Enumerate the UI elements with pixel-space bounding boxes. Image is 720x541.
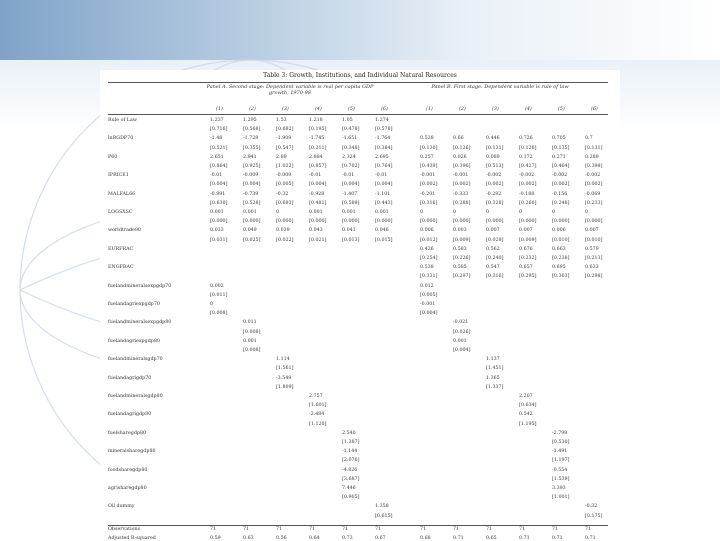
table-cell: [0.126]	[519, 145, 537, 151]
table-cell: [0.764]	[375, 164, 393, 169]
table-cell: 0.033	[210, 228, 224, 234]
table-cell: 0.71	[519, 536, 530, 541]
table-cell: [0.000]	[276, 219, 294, 225]
table-cell: 71	[552, 526, 559, 532]
table-cell: 0.68	[420, 536, 431, 541]
column-number: (6)	[381, 107, 388, 112]
table-cell: [0.682]	[276, 127, 294, 133]
table-cell: [0.211]	[309, 145, 327, 151]
table-cell: 0.583	[453, 246, 467, 252]
table-cell: [0.015]	[375, 237, 393, 243]
table-cell: -2.798	[552, 430, 568, 436]
table-cell: [0.427]	[519, 164, 537, 169]
table-cell: [0.232]	[519, 256, 537, 261]
table-cell: 0.695	[552, 265, 566, 271]
table-cell: 0.046	[375, 228, 389, 234]
table-cell: 0.002	[210, 283, 224, 289]
table-cell: [0.131]	[486, 145, 504, 151]
row-label: fuelandmineralsgdp70	[108, 357, 163, 363]
table-cell: 0.63	[243, 536, 254, 541]
table-cell: 71	[276, 526, 283, 532]
table-cell: 0.657	[519, 265, 533, 271]
table-cell: 0.56	[276, 536, 287, 541]
table-cell: -0.188	[519, 191, 535, 197]
header-rule	[108, 114, 608, 115]
table-cell: [0.443]	[375, 200, 393, 206]
table-cell: [0.328]	[486, 200, 504, 206]
table-cell: 71	[342, 526, 349, 532]
table-document	[100, 70, 620, 541]
table-cell: -0.002	[519, 173, 535, 179]
table-cell: -0.002	[585, 173, 601, 179]
table-cell: -0.001	[420, 302, 436, 307]
column-number: (2)	[249, 107, 256, 112]
table-cell: 0.003	[453, 228, 467, 234]
table-cell: 0.426	[420, 246, 434, 252]
table-cell: -0.333	[453, 191, 469, 197]
table-cell: 3.393	[552, 486, 566, 491]
table-cell: [0.000]	[519, 219, 537, 225]
table-cell: 0	[519, 210, 523, 215]
table-cell: 0.64	[309, 536, 320, 541]
table-cell: [0.000]	[420, 219, 438, 225]
row-label: worldtrade90	[108, 228, 141, 234]
table-cell: [0.568]	[243, 127, 261, 133]
table-cell: [0.004]	[375, 182, 393, 188]
table-cell: [0.481]	[309, 200, 327, 206]
table-cell: [0.702]	[342, 164, 360, 169]
table-cell: [0.002]	[420, 182, 438, 188]
column-number: (6)	[591, 107, 598, 112]
column-number: (5)	[348, 107, 355, 112]
table-cell: 0.528	[420, 136, 434, 142]
table-cell: 0.66	[453, 136, 464, 142]
table-cell: [0.130]	[420, 145, 438, 151]
table-cell: [0.316]	[420, 200, 438, 206]
table-cell: 7.446	[342, 486, 356, 491]
table-cell: 0.001	[342, 210, 356, 215]
table-cell: [0.002]	[453, 182, 471, 188]
table-cell: 0.726	[519, 136, 533, 142]
table-cell: [0.925]	[243, 164, 261, 169]
table-cell: 0.007	[486, 228, 500, 234]
table-cell: [0.348]	[342, 145, 360, 151]
table-cell: [1.195]	[519, 421, 537, 427]
table-cell: [0.195]	[309, 127, 327, 133]
table-cell: [0.126]	[453, 145, 471, 151]
table-cell: -0.001	[420, 173, 436, 179]
table-cell: 2.540	[342, 430, 356, 436]
table-cell: [0.004]	[342, 182, 360, 188]
row-label: lnRGDP70	[108, 136, 134, 142]
table-cell: -0.32	[585, 504, 598, 510]
table-cell: [0.295]	[519, 274, 537, 280]
table-cell: 0.289	[585, 154, 599, 160]
row-label: IPRICE1	[108, 173, 129, 179]
table-cell: [0.008]	[243, 348, 261, 353]
table-cell: 0.71	[552, 536, 563, 541]
table-cell: 0	[276, 210, 280, 215]
table-cell: [0.002]	[519, 182, 537, 188]
table-cell: [0.226]	[453, 256, 471, 261]
table-cell: -1.764	[375, 136, 391, 142]
table-cell: -1.909	[276, 136, 292, 142]
row-label: LOGSXSC	[108, 210, 133, 215]
table-cell: [0.131]	[585, 145, 603, 151]
table-cell: -0.002	[552, 173, 568, 179]
table-cell: -0.01	[375, 173, 388, 179]
row-label: Rule of Law	[108, 118, 137, 123]
table-cell: [0.026]	[453, 329, 471, 335]
table-cell: -1.745	[309, 136, 325, 142]
table-cell: [0.025]	[243, 237, 261, 243]
table-cell: -0.021	[453, 320, 469, 326]
table-cell: [0.000]	[243, 219, 261, 225]
table-cell: 1.53	[276, 118, 287, 123]
table-cell: [0.000]	[552, 219, 570, 225]
table-cell: [0.260]	[519, 200, 537, 206]
row-label: P60	[108, 154, 118, 160]
table-cell: -0.069	[585, 191, 601, 197]
table-cell: [0.031]	[210, 237, 228, 243]
table-cell: [0.864]	[210, 164, 228, 169]
table-cell: [0.010]	[552, 237, 570, 243]
row-label: Adjusted R-squared	[108, 536, 156, 541]
table-cell: -0.01	[342, 173, 355, 179]
table-cell: 0.006	[420, 228, 434, 234]
table-cell: [0.240]	[486, 256, 504, 261]
column-number: (1)	[216, 107, 223, 112]
table-cell: [0.011]	[210, 292, 228, 298]
table-cell: 0.676	[519, 246, 533, 252]
panel-b-heading: Panel B. First stage: Dependent variable is rule of law	[431, 84, 569, 90]
table-cell: 71	[375, 526, 382, 532]
table-cell: 1.05	[342, 118, 353, 123]
table-cell: [0.396]	[453, 164, 471, 169]
table-cell: [0.857]	[309, 164, 327, 169]
table-cell: [0.004]	[243, 182, 261, 188]
table-cell: 0.705	[552, 136, 566, 142]
column-number: (1)	[426, 107, 433, 112]
table-cell: 0.001	[309, 210, 323, 215]
table-cell: [0.578]	[375, 127, 393, 133]
column-number: (2)	[459, 107, 466, 112]
table-cell: [1.120]	[309, 421, 327, 427]
table-cell: 0.041	[342, 228, 356, 234]
table-cell: -0.01	[210, 173, 223, 179]
table-cell: -0.001	[453, 173, 469, 179]
table-cell: 0.039	[276, 228, 290, 234]
table-cell: 71	[519, 526, 526, 532]
table-cell: 2.324	[342, 154, 356, 160]
table-cell: [0.004]	[453, 348, 471, 353]
table-cell: [0.398]	[585, 164, 603, 169]
table-cell: 2.695	[375, 154, 389, 160]
table-cell: -0.554	[552, 467, 568, 473]
table-cell: [0.716]	[210, 127, 228, 133]
table-cell: 0.001	[243, 210, 257, 215]
table-cell: 0.271	[552, 154, 566, 160]
row-label: fuelandagrigdp70	[108, 375, 152, 381]
table-cell: [0.000]	[486, 219, 504, 225]
table-cell: [0.000]	[342, 219, 360, 225]
table-cell: [1.539]	[552, 476, 570, 482]
table-cell: 0.547	[486, 265, 500, 271]
row-label: fuelandmineralsgdp80	[108, 394, 163, 399]
row-label: EURFRAC	[108, 246, 134, 252]
row-label: agrisharegdp80	[108, 486, 147, 491]
table-cell: 0.089	[486, 154, 500, 160]
table-cell: -2.484	[309, 412, 325, 418]
table-cell: [0.905]	[342, 495, 360, 501]
table-cell: 0.585	[453, 265, 467, 271]
table-cell: 2.884	[309, 154, 323, 160]
table-cell: [0.298]	[585, 274, 603, 280]
table-cell: 2.941	[243, 154, 257, 160]
table-cell: [0.439]	[420, 164, 438, 169]
table-cell: 0.542	[519, 412, 533, 418]
table-cell: [0.478]	[342, 127, 360, 133]
table-cell: 71	[585, 526, 592, 532]
column-number: (3)	[492, 107, 499, 112]
table-cell: 2.651	[210, 154, 224, 160]
table-cell: [1.561]	[276, 366, 294, 372]
table-cell: 0.007	[519, 228, 533, 234]
row-label: fuelandmineralsexpgdp80	[108, 320, 172, 326]
table-cell: -0.01	[309, 173, 322, 179]
table-cell: [0.238]	[552, 256, 570, 261]
row-label: fuelandmineralsexpgdp70	[108, 283, 172, 289]
table-cell: [1.001]	[552, 495, 570, 501]
table-cell: 0.257	[420, 154, 434, 160]
bottom-rule	[108, 525, 608, 526]
table-cell: 0	[420, 210, 424, 215]
row-label: fuelandagrigdp80	[108, 412, 152, 418]
table-cell: 1.137	[486, 357, 500, 363]
top-rule	[108, 82, 608, 83]
row-label: fuelandagriexpgdp80	[108, 338, 160, 344]
table-cell: -0.739	[243, 191, 259, 197]
table-cell: 0.7	[585, 136, 593, 142]
table-cell: [0.254]	[420, 256, 438, 261]
table-cell: 0.633	[585, 265, 599, 271]
table-cell: 0.001	[375, 210, 389, 215]
table-cell: [1.387]	[342, 440, 360, 445]
table-cell: 0.73	[342, 536, 353, 541]
table-cell: 71	[453, 526, 460, 532]
table-cell: [0.303]	[552, 274, 570, 280]
table-cell: [0.634]	[519, 403, 537, 409]
table-cell: 0.562	[486, 246, 500, 252]
table-cell: 0.65	[486, 536, 497, 541]
column-number: (3)	[282, 107, 289, 112]
table-cell: 2.207	[519, 394, 533, 399]
table-cell: [0.002]	[585, 182, 603, 188]
table-cell: [0.004]	[309, 182, 327, 188]
table-cell: [1.197]	[552, 458, 570, 464]
table-cell: 0.001	[453, 338, 467, 344]
table-cell: [0.135]	[552, 145, 570, 151]
table-cell: [0.384]	[375, 145, 393, 151]
table-cell: [1.337]	[486, 384, 504, 390]
table-cell: [0.530]	[552, 440, 570, 445]
table-cell: 2.757	[309, 394, 323, 399]
row-label: ENGFRAC	[108, 265, 134, 271]
table-cell: [0.248]	[552, 200, 570, 206]
table-cell: [0.022]	[276, 237, 294, 243]
table-cell: [1.809]	[276, 384, 294, 390]
table-cell: -1.728	[243, 136, 259, 142]
table-cell: 2.89	[276, 154, 287, 160]
table-cell: [0.615]	[375, 513, 393, 519]
row-label: Oil dummy	[108, 504, 135, 510]
table-cell: 0.011	[243, 320, 257, 326]
table-cell: [0.021]	[309, 237, 327, 243]
table-cell: 0	[210, 302, 214, 307]
table-cell: -4.826	[342, 467, 358, 473]
column-number: (4)	[315, 107, 322, 112]
table-cell: -0.282	[486, 191, 502, 197]
table-cell: [0.521]	[210, 145, 228, 151]
column-number: (5)	[558, 107, 565, 112]
row-label: fuelsharegdp80	[108, 430, 147, 436]
table-cell: 0.043	[309, 228, 323, 234]
table-cell: 0.172	[519, 154, 533, 160]
table-cell: 0.049	[243, 228, 257, 234]
table-cell: -0.156	[552, 191, 568, 197]
table-cell: 1.218	[309, 118, 323, 123]
table-cell: 0.663	[552, 246, 566, 252]
row-label: mineralsharegdp80	[108, 449, 156, 455]
table-cell: 0.59	[210, 536, 221, 541]
table-cell: 0.67	[375, 536, 386, 541]
table-cell: 0.71	[585, 536, 596, 541]
table-cell: -0.991	[210, 191, 226, 197]
row-label: fuelandagriexpgdp70	[108, 302, 160, 307]
table-cell: 0.007	[585, 228, 599, 234]
table-cell: -0.32	[276, 191, 289, 197]
table-cell: [0.004]	[210, 182, 228, 188]
table-cell: [0.175]	[585, 513, 603, 519]
table-cell: [0.316]	[486, 274, 504, 280]
table-cell: 0.026	[453, 154, 467, 160]
table-cell: 71	[243, 526, 250, 532]
table-cell: [0.630]	[210, 200, 228, 206]
table-cell: 0.001	[210, 210, 224, 215]
table-cell: 1.365	[486, 375, 500, 381]
table-cell: [0.002]	[552, 182, 570, 188]
table-cell: -0.201	[420, 191, 436, 197]
table-cell: [0.693]	[276, 200, 294, 206]
table-cell: [0.005]	[276, 182, 294, 188]
table-cell: -1.101	[375, 191, 391, 197]
row-label: Observations	[108, 526, 141, 532]
table-cell: [3.687]	[342, 476, 360, 482]
table-cell: 1.114	[276, 357, 290, 363]
table-cell: 1.295	[243, 118, 257, 123]
table-cell: -1.48	[210, 136, 223, 142]
table-cell: [0.013]	[342, 237, 360, 243]
row-label: foodsharegdp80	[108, 467, 148, 473]
table-cell: 0.71	[453, 536, 464, 541]
table-cell: [0.010]	[585, 237, 603, 243]
table-cell: [1.601]	[309, 403, 327, 409]
table-cell: [0.009]	[519, 237, 537, 243]
table-cell: [0.009]	[453, 237, 471, 243]
column-number: (4)	[525, 107, 532, 112]
table-cell: [0.029]	[486, 237, 504, 243]
table-cell: 0.012	[420, 283, 434, 289]
table-title: Table 3: Growth, Institutions, and Individual Natural Resources	[263, 72, 457, 79]
table-cell: 0.579	[585, 246, 599, 252]
table-cell: [0.008]	[243, 329, 261, 335]
table-cell: 0.538	[420, 265, 434, 271]
table-cell: [0.547]	[276, 145, 294, 151]
table-cell: [0.002]	[486, 182, 504, 188]
table-cell: 71	[210, 526, 217, 532]
table-cell: -1.651	[342, 136, 358, 142]
table-cell: [0.528]	[243, 200, 261, 206]
table-cell: [0.004]	[420, 311, 438, 317]
table-cell: [0.331]	[420, 274, 438, 280]
table-cell: -3.549	[276, 375, 292, 381]
table-cell: -1.144	[342, 449, 358, 455]
row-label: MALFAL66	[108, 191, 136, 197]
table-cell: [0.005]	[420, 292, 438, 298]
table-cell: 0	[486, 210, 490, 215]
table-cell: [0.589]	[342, 200, 360, 206]
table-cell: [0.000]	[453, 219, 471, 225]
table-cell: -0.002	[486, 173, 502, 179]
table-cell: 0.446	[486, 136, 500, 142]
table-cell: [0.213]	[585, 256, 603, 261]
table-cell: 0	[585, 210, 589, 215]
table-cell: [0.008]	[210, 311, 228, 317]
table-cell: 0	[552, 210, 556, 215]
table-cell: [0.513]	[486, 164, 504, 169]
table-cell: [2.076]	[342, 458, 360, 464]
table-cell: -0.009	[243, 173, 259, 179]
table-cell: [0.464]	[552, 164, 570, 169]
table-cell: [0.012]	[420, 237, 438, 243]
table-cell: [0.288]	[453, 200, 471, 206]
table-cell: [0.000]	[210, 219, 228, 225]
table-cell: 71	[486, 526, 493, 532]
table-cell: 71	[420, 526, 427, 532]
table-cell: -1.407	[342, 191, 358, 197]
table-cell: -1.491	[552, 449, 568, 455]
panel-a-heading: Panel A. Second stage: Dependent variable is real per capita GDP growth, 1970-98	[206, 84, 374, 96]
table-cell: -0.009	[276, 173, 292, 179]
table-cell: [0.297]	[453, 274, 471, 280]
table-cell: [0.000]	[309, 219, 327, 225]
table-cell: 71	[309, 526, 316, 532]
table-cell: [0.000]	[585, 219, 603, 225]
table-cell: [1.022]	[276, 164, 294, 169]
table-cell: 1.358	[375, 504, 389, 510]
table-cell: 0.006	[552, 228, 566, 234]
table-cell: [0.233]	[585, 200, 603, 206]
table-cell: 0	[453, 210, 457, 215]
table-cell: 1.237	[210, 118, 224, 123]
table-cell: 1.274	[375, 118, 389, 123]
table-cell: 0.001	[243, 338, 257, 344]
table-cell: [0.000]	[375, 219, 393, 225]
table-cell: [1.451]	[486, 366, 504, 372]
table-cell: [0.355]	[243, 145, 261, 151]
table-cell: -0.928	[309, 191, 325, 197]
